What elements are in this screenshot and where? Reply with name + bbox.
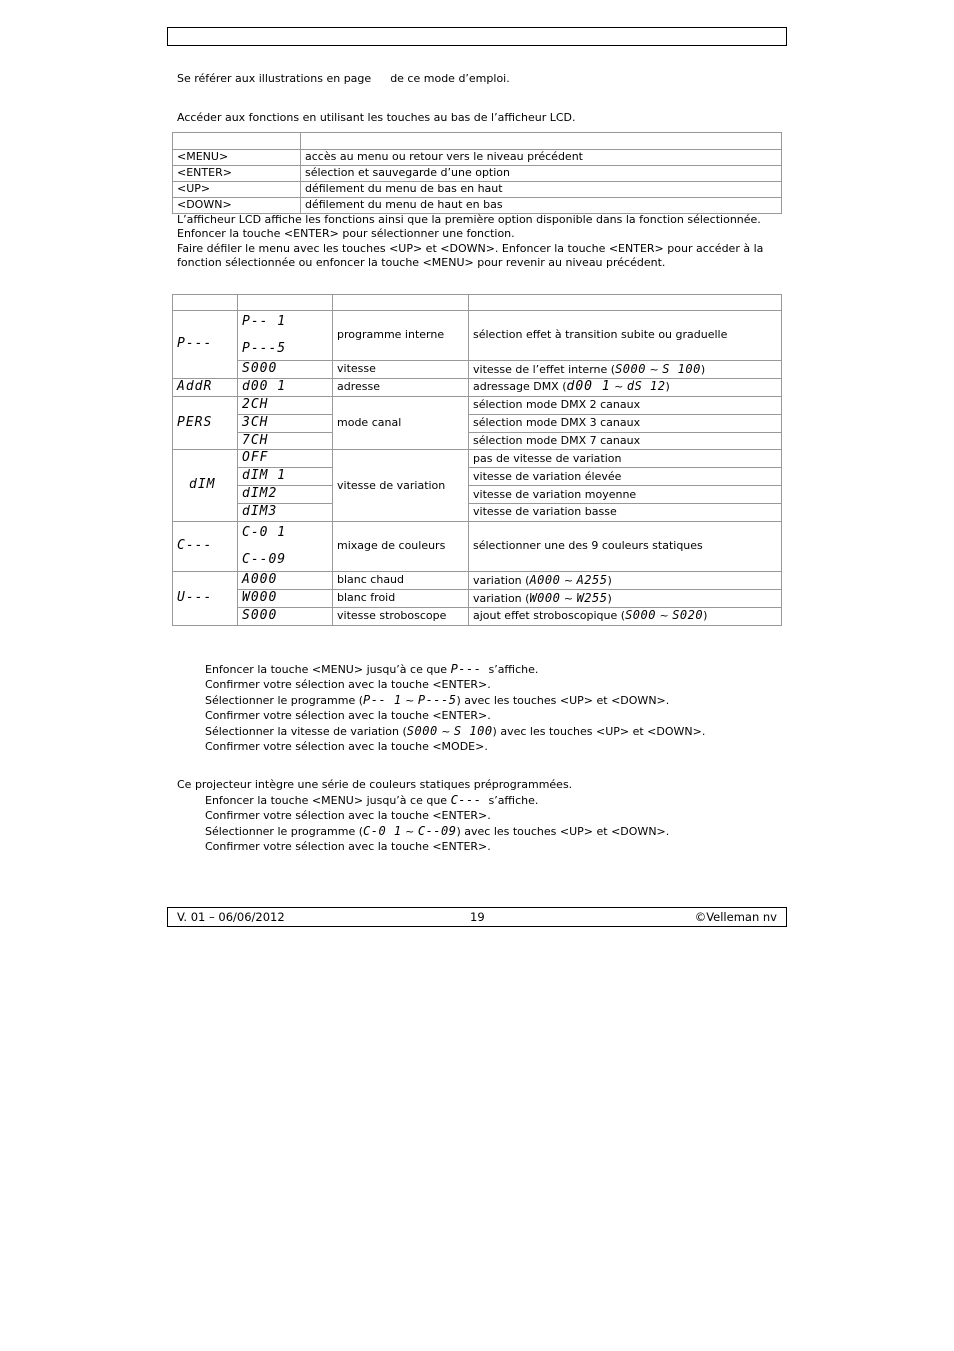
table-row — [173, 166, 782, 182]
menu-description: sélection mode DMX 7 canaux — [469, 432, 782, 450]
key-desc: défilement du menu de bas en haut — [301, 182, 782, 198]
key-desc: accès au menu ou retour vers le niveau précédent — [301, 150, 782, 166]
table-row — [173, 572, 782, 590]
menu-sub-3ch: 3CH — [238, 414, 333, 432]
table-row — [173, 361, 782, 379]
menu-sub-program: P-- 1 P---5 — [238, 311, 333, 361]
steps-static-colors — [205, 793, 669, 855]
key-desc: sélection et sauvegarde d’une option — [301, 166, 782, 182]
menu-description: variation (A000 ~ A255) — [469, 572, 782, 590]
menu-function: vitesse stroboscope — [333, 607, 469, 625]
menu-sub-dim3: dIM3 — [238, 504, 333, 522]
menu-table-header — [173, 295, 782, 311]
menu-function: vitesse de variation — [333, 450, 469, 522]
menu-main-address: AddR — [173, 378, 238, 396]
lcd-paragraph-1-line-1: L’afficheur LCD affiche les fonctions ainsi que la première option disponible dans la fonction sélectionnée. — [177, 213, 761, 226]
table-row — [173, 182, 782, 198]
menu-main-program: P--- — [173, 311, 238, 379]
menu-function: vitesse — [333, 361, 469, 379]
step-line: Sélectionner le programme (P-- 1 ~ P---5) avec les touches <UP> et <DOWN>. — [205, 693, 670, 707]
table-row — [173, 450, 782, 468]
menu-function: blanc chaud — [333, 572, 469, 590]
step-line: Confirmer votre sélection avec la touche <ENTER>. — [205, 808, 491, 822]
key-name: <MENU> — [173, 150, 301, 166]
menu-description: sélectionner une des 9 couleurs statiques — [469, 522, 782, 572]
menu-function: programme interne — [333, 311, 469, 361]
table-row — [173, 198, 782, 214]
menu-description: variation (W000 ~ W255) — [469, 589, 782, 607]
menu-sub-speed: S000 — [238, 361, 333, 379]
menu-function: blanc froid — [333, 589, 469, 607]
table-row — [173, 522, 782, 572]
footer-copyright: ©Velleman nv — [694, 910, 777, 924]
menu-sub-cold: W000 — [238, 589, 333, 607]
step-line: Confirmer votre sélection avec la touche <ENTER>. — [205, 708, 491, 722]
menu-sub-2ch: 2CH — [238, 396, 333, 414]
key-desc: défilement du menu de haut en bas — [301, 198, 782, 214]
menu-description: vitesse de variation basse — [469, 504, 782, 522]
menu-main-color: C--- — [173, 522, 238, 572]
step-line: Enfoncer la touche <MENU> jusqu’à ce que P--- s’affiche. — [205, 662, 539, 676]
table-row — [173, 589, 782, 607]
table-row — [173, 150, 782, 166]
step-line: Confirmer votre sélection avec la touche <ENTER>. — [205, 839, 491, 853]
menu-sub-strobe: S000 — [238, 607, 333, 625]
lcd-paragraph-1 — [177, 213, 761, 242]
step-line: Confirmer votre sélection avec la touche <ENTER>. — [205, 677, 491, 691]
table-row — [173, 468, 782, 486]
page-number: 19 — [470, 910, 485, 924]
key-name: <ENTER> — [173, 166, 301, 182]
menu-description: pas de vitesse de variation — [469, 450, 782, 468]
menu-table — [172, 294, 782, 626]
menu-function: mixage de couleurs — [333, 522, 469, 572]
menu-function: adresse — [333, 378, 469, 396]
footer-version: V. 01 – 06/06/2012 — [177, 910, 285, 924]
menu-description: ajout effet stroboscopique (S000 ~ S020) — [469, 607, 782, 625]
key-name: <UP> — [173, 182, 301, 198]
footer — [167, 907, 787, 927]
menu-sub-address: d00 1 — [238, 378, 333, 396]
menu-sub-warm: A000 — [238, 572, 333, 590]
keys-table — [172, 132, 782, 214]
step-line: Confirmer votre sélection avec la touche <MODE>. — [205, 739, 488, 753]
step-line: Sélectionner la vitesse de variation (S000 ~ S 100) avec les touches <UP> et <DOWN>. — [205, 724, 706, 738]
menu-description: sélection mode DMX 3 canaux — [469, 414, 782, 432]
illustrations-note — [177, 72, 510, 86]
menu-description: sélection effet à transition subite ou graduelle — [469, 311, 782, 361]
lcd-paragraph-1-line-2: Enfoncer la touche <ENTER> pour sélectionner une fonction. — [177, 227, 515, 241]
lcd-paragraph-2 — [177, 242, 763, 271]
menu-sub-7ch: 7CH — [238, 432, 333, 450]
access-note: Accéder aux fonctions en utilisant les touches au bas de l’afficheur LCD. — [177, 111, 576, 124]
menu-main-dimmer: dIM — [173, 450, 238, 522]
menu-description: sélection mode DMX 2 canaux — [469, 396, 782, 414]
key-name: <DOWN> — [173, 198, 301, 214]
menu-main-user: U--- — [173, 572, 238, 626]
table-row — [173, 378, 782, 396]
table-row — [173, 486, 782, 504]
menu-sub-dim2: dIM2 — [238, 486, 333, 504]
keys-table-header — [173, 133, 782, 150]
steps-program — [205, 662, 705, 755]
menu-function: mode canal — [333, 396, 469, 450]
header-box — [167, 27, 787, 46]
lcd-paragraph-2-line-1: Faire défiler le menu avec les touches <UP> et <DOWN>. Enfoncer la touche <ENTER> pour accéder à la — [177, 242, 764, 255]
static-colors-intro: Ce projecteur intègre une série de couleurs statiques préprogrammées. — [177, 778, 573, 791]
step-line: Sélectionner le programme (C-0 1 ~ C--09) avec les touches <UP> et <DOWN>. — [205, 824, 670, 838]
menu-description: vitesse de variation élevée — [469, 468, 782, 486]
menu-description: adressage DMX (d00 1 ~ dS 12) — [469, 378, 782, 396]
illustrations-note-start: Se référer aux illustrations en page — [177, 72, 372, 85]
table-row — [173, 311, 782, 361]
menu-description: vitesse de variation moyenne — [469, 486, 782, 504]
table-row — [173, 396, 782, 414]
table-row — [173, 504, 782, 522]
menu-sub-off: OFF — [238, 450, 333, 468]
menu-main-personality: PERS — [173, 396, 238, 450]
menu-sub-dim1: dIM 1 — [238, 468, 333, 486]
table-row — [173, 432, 782, 450]
menu-sub-color: C-0 1 C--09 — [238, 522, 333, 572]
lcd-paragraph-2-line-2: fonction sélectionnée ou enfoncer la touche <MENU> pour revenir au niveau précédent. — [177, 256, 666, 270]
illustrations-note-end: de ce mode d’emploi. — [390, 72, 510, 85]
table-row — [173, 607, 782, 625]
table-row — [173, 414, 782, 432]
step-line: Enfoncer la touche <MENU> jusqu’à ce que C--- s’affiche. — [205, 793, 539, 807]
menu-description: vitesse de l’effet interne (S000 ~ S 100) — [469, 361, 782, 379]
